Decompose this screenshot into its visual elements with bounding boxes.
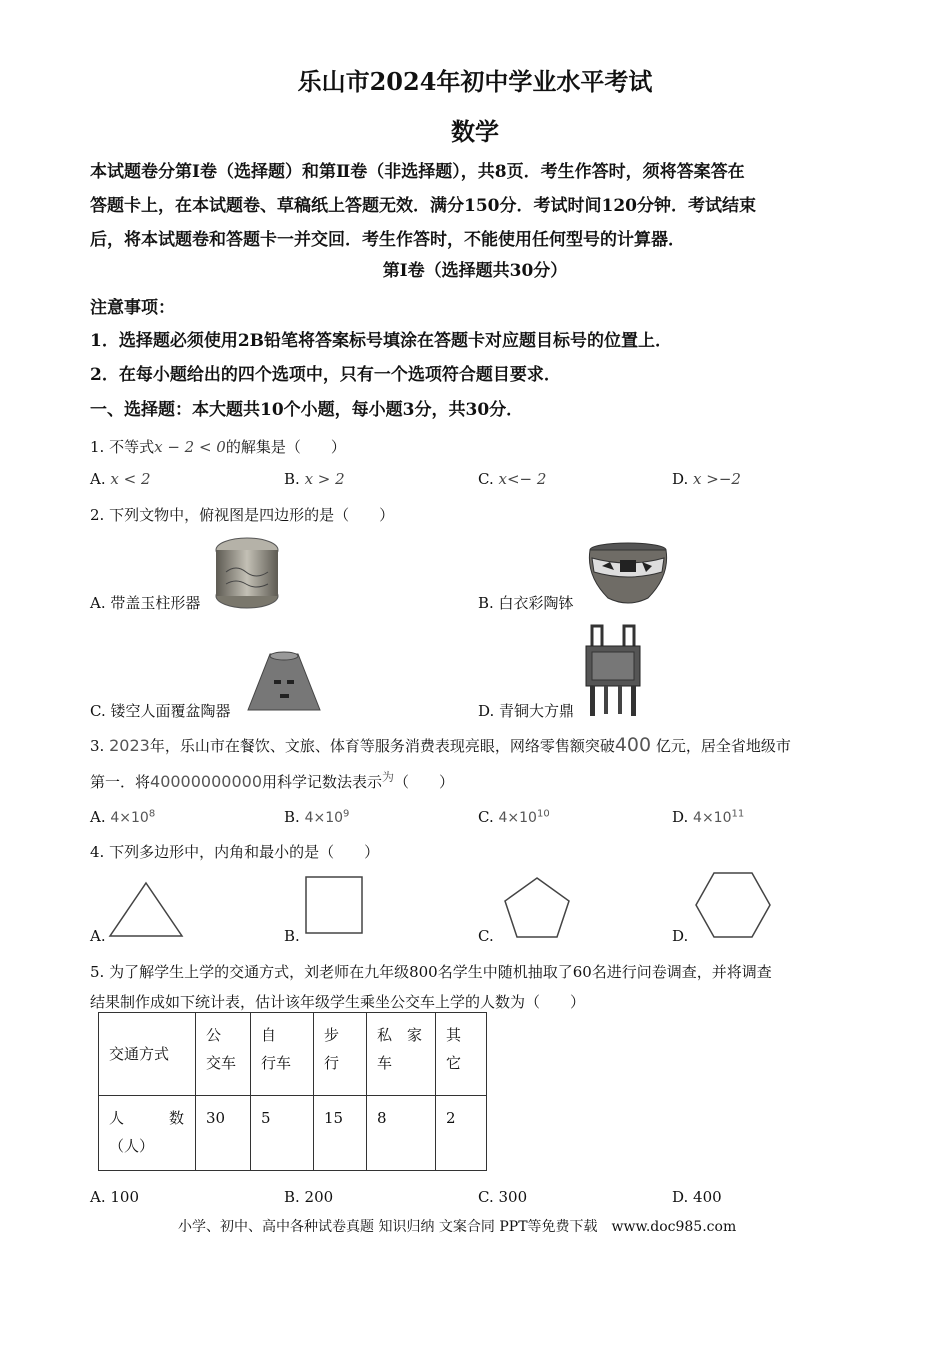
square-shape	[304, 875, 366, 937]
table-header-cell: 其 它	[436, 1013, 487, 1096]
footer-text: 小学、初中、高中各种试卷真题 知识归纳 文案合同 PPT等免费下载 www.doc985.com	[178, 1219, 737, 1235]
question-3-stem-line2: 第一．将40000000000用科学记数法表示$^为$（ ）	[90, 770, 455, 791]
table-cell: 2	[436, 1096, 487, 1171]
q2-option-a[interactable]: A. 带盖玉柱形器	[90, 594, 201, 612]
question-3-stem: 3. 2023年，乐山市在餐饮、文旅、体育等服务消费表现亮眼，网络零售额突破400 亿元，居全省地级市	[90, 734, 791, 756]
table-cell: 8	[367, 1096, 436, 1171]
table-cell: 30	[196, 1096, 251, 1171]
q1-option-a[interactable]: A. x < 2	[90, 470, 151, 488]
q4-option-a[interactable]: A.	[90, 927, 106, 945]
q1-inequality: x − 2 < 0	[154, 438, 226, 456]
question-2-stem: 2. 下列文物中，俯视图是四边形的是（ ）	[90, 506, 395, 524]
question-5-stem	[90, 957, 772, 1017]
table-header-cell: 公 交车	[196, 1013, 251, 1096]
intro-line: 答题卡上，在本试题卷、草稿纸上答题无效．满分150分．考试时间120分钟．考试结束	[90, 196, 756, 216]
table-row	[99, 1096, 487, 1171]
q4-option-d[interactable]: D.	[672, 927, 689, 945]
section-heading: 一、选择题：本大题共10个小题，每小题3分，共30分．	[90, 400, 524, 420]
pentagon-shape	[502, 875, 572, 941]
q3-option-d[interactable]: D. $4\times 10^{11}$	[672, 808, 745, 826]
q1-stem-text: 的解集是（ ）	[225, 438, 346, 456]
question-4-stem: 4. 下列多边形中，内角和最小的是（ ）	[90, 843, 380, 861]
pottery-bowl-image	[582, 542, 674, 608]
q5-stem-line: 结果制作成如下统计表，估计该年级学生乘坐公交车上学的人数为（ ）	[90, 993, 586, 1011]
q3-option-b[interactable]: B. $4\times 10^9$	[284, 808, 350, 826]
q1-option-b[interactable]: B. x > 2	[284, 470, 345, 488]
q3-option-a[interactable]: A. $4\times 10^8$	[90, 808, 156, 826]
q3-bignum: 40000000000	[150, 772, 262, 791]
notes-title: 注意事项：	[90, 298, 175, 318]
q4-option-c[interactable]: C.	[478, 927, 494, 945]
q3-amount: 400	[614, 734, 652, 756]
table-cell: 15	[314, 1096, 367, 1171]
q3-year: 2023	[109, 736, 150, 755]
intro-paragraph	[90, 155, 880, 257]
bronze-ding-image	[584, 622, 642, 718]
table-row-label: 人 数（人）	[99, 1096, 196, 1171]
note-item: 1．选择题必须使用2B铅笔将答案标号填涂在答题卡对应题目标号的位置上．	[90, 331, 673, 351]
q5-option-c[interactable]: C. 300	[478, 1188, 528, 1206]
subject-title: 数学	[451, 117, 499, 146]
q5-option-b[interactable]: B. 200	[284, 1188, 334, 1206]
q1-option-c[interactable]: C. x<− 2	[478, 470, 547, 488]
note-item: 2．在每小题给出的四个选项中，只有一个选项符合题目要求．	[90, 365, 561, 385]
table-header-row	[99, 1013, 487, 1096]
q5-stem-line: 5. 为了解学生上学的交通方式，刘老师在九年级800名学生中随机抽取了60名进行问卷调查，并将调查	[90, 963, 772, 981]
jade-cylinder-image	[212, 534, 282, 612]
triangle-shape	[108, 880, 184, 940]
table-header-cell: 步 行	[314, 1013, 367, 1096]
q1-option-d[interactable]: D. x >−2	[672, 470, 741, 488]
intro-line: 本试题卷分第Ⅰ卷（选择题）和第Ⅱ卷（非选择题），共8页．考生作答时，须将答案答在	[90, 162, 745, 182]
exam-title: 乐山市2024年初中学业水平考试	[297, 67, 653, 96]
hexagon-shape	[694, 870, 772, 940]
q2-option-b[interactable]: B. 白衣彩陶钵	[478, 594, 574, 612]
q5-option-d[interactable]: D. 400	[672, 1188, 722, 1206]
q2-option-c[interactable]: C. 镂空人面覆盆陶器	[90, 702, 231, 720]
transport-survey-table	[98, 1012, 487, 1171]
face-pottery-image	[244, 648, 324, 718]
intro-line: 后，将本试题卷和答题卡一并交回．考生作答时，不能使用任何型号的计算器．	[90, 230, 685, 250]
question-1-stem	[90, 436, 346, 457]
q1-stem-text: 1. 不等式	[90, 438, 155, 456]
table-header-cell: 私 家车	[367, 1013, 436, 1096]
table-header-cell: 自 行车	[251, 1013, 314, 1096]
q3-option-c[interactable]: C. $4\times 10^{10}$	[478, 808, 550, 826]
q4-option-b[interactable]: B.	[284, 927, 300, 945]
table-cell: 5	[251, 1096, 314, 1171]
q2-option-d[interactable]: D. 青铜大方鼎	[478, 702, 575, 720]
table-header-cell: 交通方式	[99, 1013, 196, 1096]
part1-heading: 第Ⅰ卷（选择题共30分）	[382, 261, 568, 281]
q5-option-a[interactable]: A. 100	[90, 1188, 139, 1206]
